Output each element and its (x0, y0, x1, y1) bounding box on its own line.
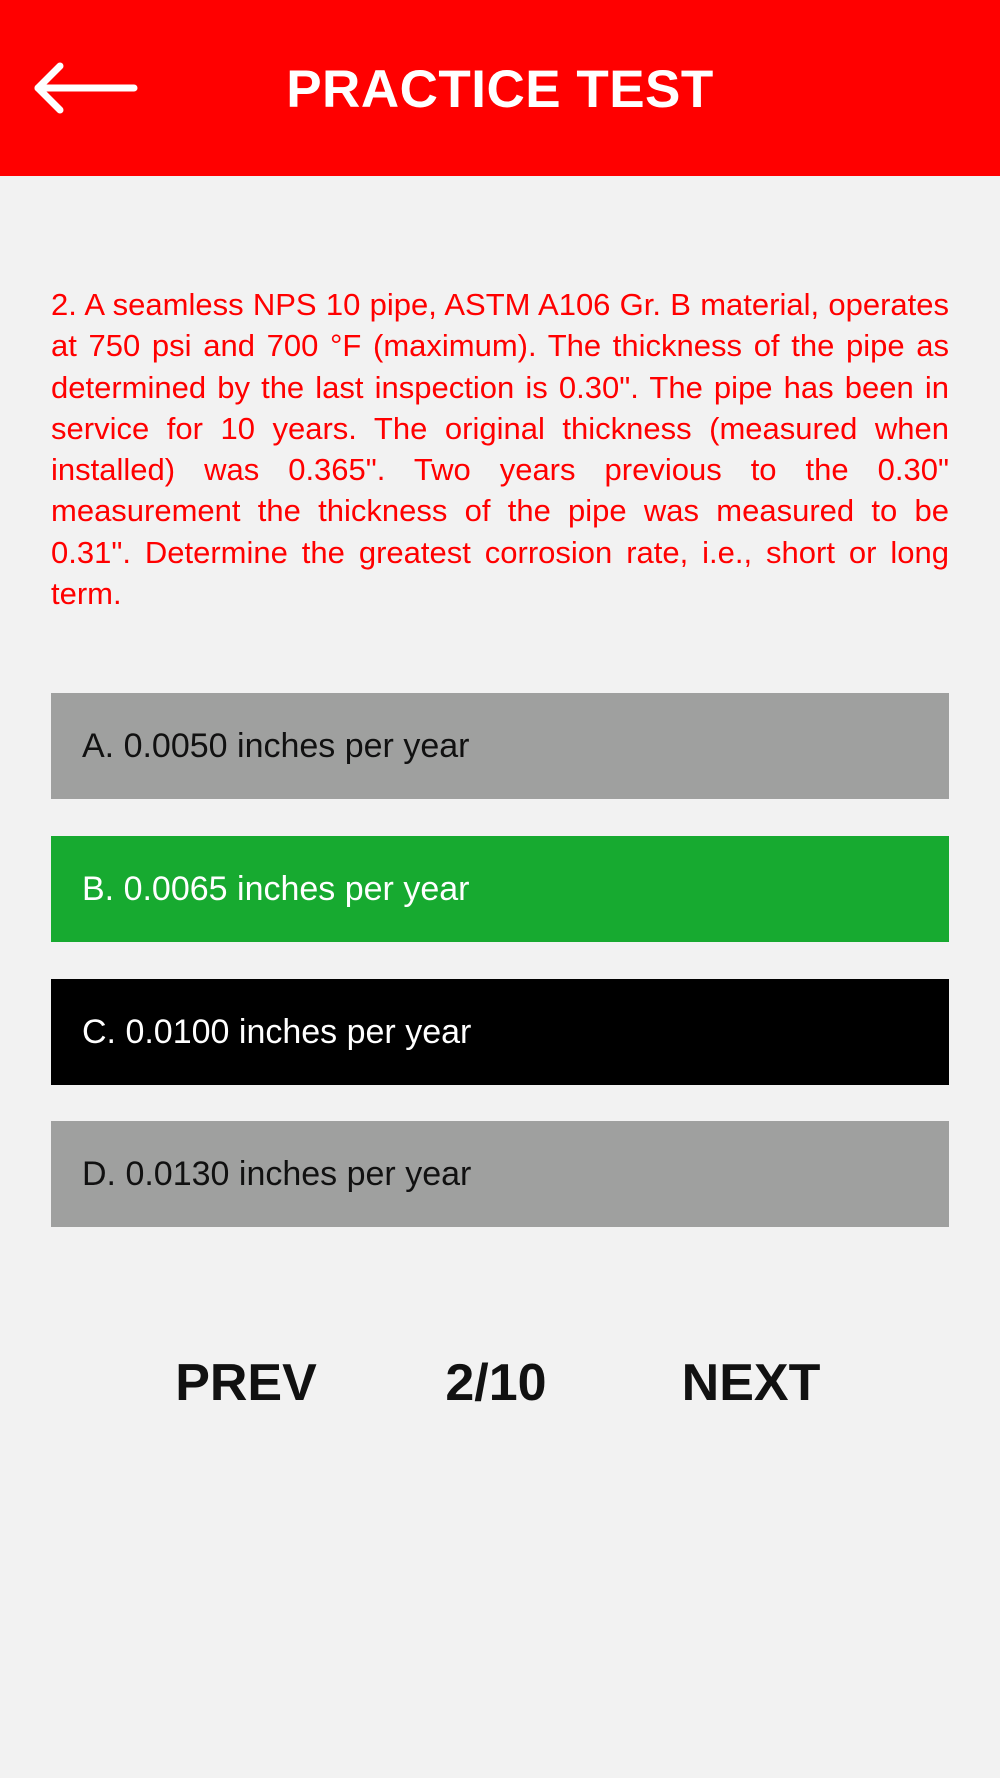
answer-option-c[interactable] (51, 979, 949, 1085)
prev-button[interactable]: PREV (175, 1354, 317, 1412)
answer-option-label: B. 0.0065 inches per year (82, 869, 470, 908)
next-button[interactable]: NEXT (681, 1354, 821, 1412)
question-text: 2. A seamless NPS 10 pipe, ASTM A106 Gr. B material, operates at 750 psi and 700 °F (maximum). The thickness of the pipe as determined by the last inspection is 0.30". The pipe has been in service for 10 years. The original thickness (measured when installed) was 0.365". Two years previous to the 0.30" measurement the thickness of the pipe was measured to be 0.31". Determine the greatest corrosion rate, i.e., short or long term. (51, 287, 949, 612)
answer-option-d[interactable] (51, 1121, 949, 1227)
answer-option-a[interactable] (51, 693, 949, 799)
question-counter: 2/10 (445, 1354, 547, 1412)
answer-option-label: C. 0.0100 inches per year (82, 1012, 472, 1051)
page-title: PRACTICE TEST (286, 60, 714, 119)
header-bar (0, 0, 1000, 176)
answer-option-label: D. 0.0130 inches per year (82, 1154, 472, 1193)
answer-option-b[interactable] (51, 836, 949, 942)
answer-option-label: A. 0.0050 inches per year (82, 726, 470, 765)
